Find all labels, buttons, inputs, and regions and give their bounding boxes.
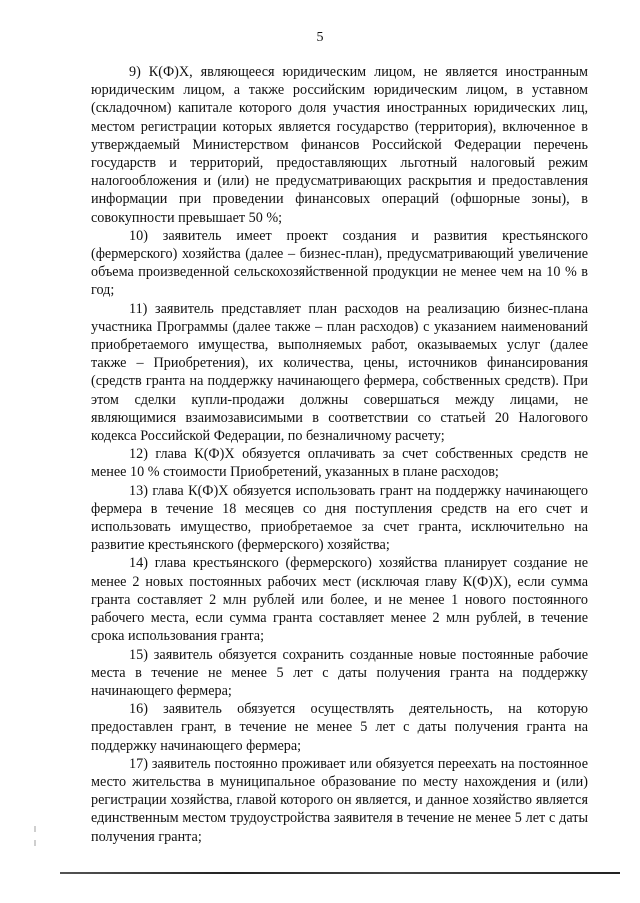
paragraph-13: 13) глава К(Ф)Х обязуется использовать грант на поддержку начинающего фермера в течение 18 месяцев со дня поступления средств на его счет и использовать имущество, приобретаемое за счет гранта, исключительно на развитие крестьянского (фермерского) хозяйства; <box>91 482 588 554</box>
paragraph-15: 15) заявитель обязуется сохранить созданные новые постоянные рабочие места в течение не менее 5 лет с даты получения гранта на поддержку начинающего фермера; <box>91 646 588 699</box>
scan-edge-line <box>60 872 620 874</box>
paragraph-12: 12) глава К(Ф)Х обязуется оплачивать за счет собственных средств не менее 10 % стоимости Приобретений, указанных в плане расходов; <box>91 446 588 481</box>
paragraph-11: 11) заявитель представляет план расходов на реализацию бизнес-плана участника Программы (далее также – план расходов) с указанием наименований приобретаемого имущества, выполняемых работ, оказываемых услуг (далее также – Приобретения), их количества, цены, источников финансирования (средств гранта на поддержку начинающего фермера, собственных средств). При этом сделки купли-продажи должны совершаться между лицами, не являющимися взаимозависимыми в соответствии со статьей 20 Налогового кодекса Российской Федерации, по безналичному расчету; <box>91 300 588 445</box>
paragraph-14: 14) глава крестьянского (фермерского) хозяйства планирует создание не менее 2 новых постоянных рабочих мест (исключая главу К(Ф)Х), если сумма гранта составляет 2 млн рублей или более, и не менее 1 нового постоянного рабочего места, если сумма гранта составляет менее 2 млн рублей, в течение срока использования гранта; <box>91 555 588 645</box>
page-number: 5 <box>316 30 324 45</box>
document-body <box>91 63 588 846</box>
scan-artifact <box>34 840 36 846</box>
paragraph-9: 9) К(Ф)Х, являющееся юридическим лицом, не является иностранным юридическим лицом, а также российским юридическим лицом, в уставном (складочном) капитале которого доля участия иностранных юридических лиц, местом регистрации которых является государство (территория), включенное в утверждаемый Министерством финансов Российской Федерации перечень государств и территорий, предоставляющих льготный налоговый режим налогообложения и (или) не предусматривающих раскрытия и предоставления информации при проведении финансовых операций (офшорные зоны), в совокупности превышает 50 %; <box>91 64 588 226</box>
paragraph-16: 16) заявитель обязуется осуществлять деятельность, на которую предоставлен грант, в течение не менее 5 лет с даты получения гранта на поддержку начинающего фермера; <box>91 701 588 754</box>
paragraph-17: 17) заявитель постоянно проживает или обязуется переехать на постоянное место жительства в муниципальное образование по месту нахождения и (или) регистрации хозяйства, главой которого он является, и данное хозяйство является единственным местом трудоустройства заявителя в течение не менее 5 лет с даты получения гранта; <box>91 755 588 845</box>
scan-artifact <box>34 826 36 832</box>
paragraph-10: 10) заявитель имеет проект создания и развития крестьянского (фермерского) хозяйства (далее – бизнес-план), предусматривающий увеличение объема произведенной сельскохозяйственной продукции не менее чем на 10 % в год; <box>91 227 588 299</box>
